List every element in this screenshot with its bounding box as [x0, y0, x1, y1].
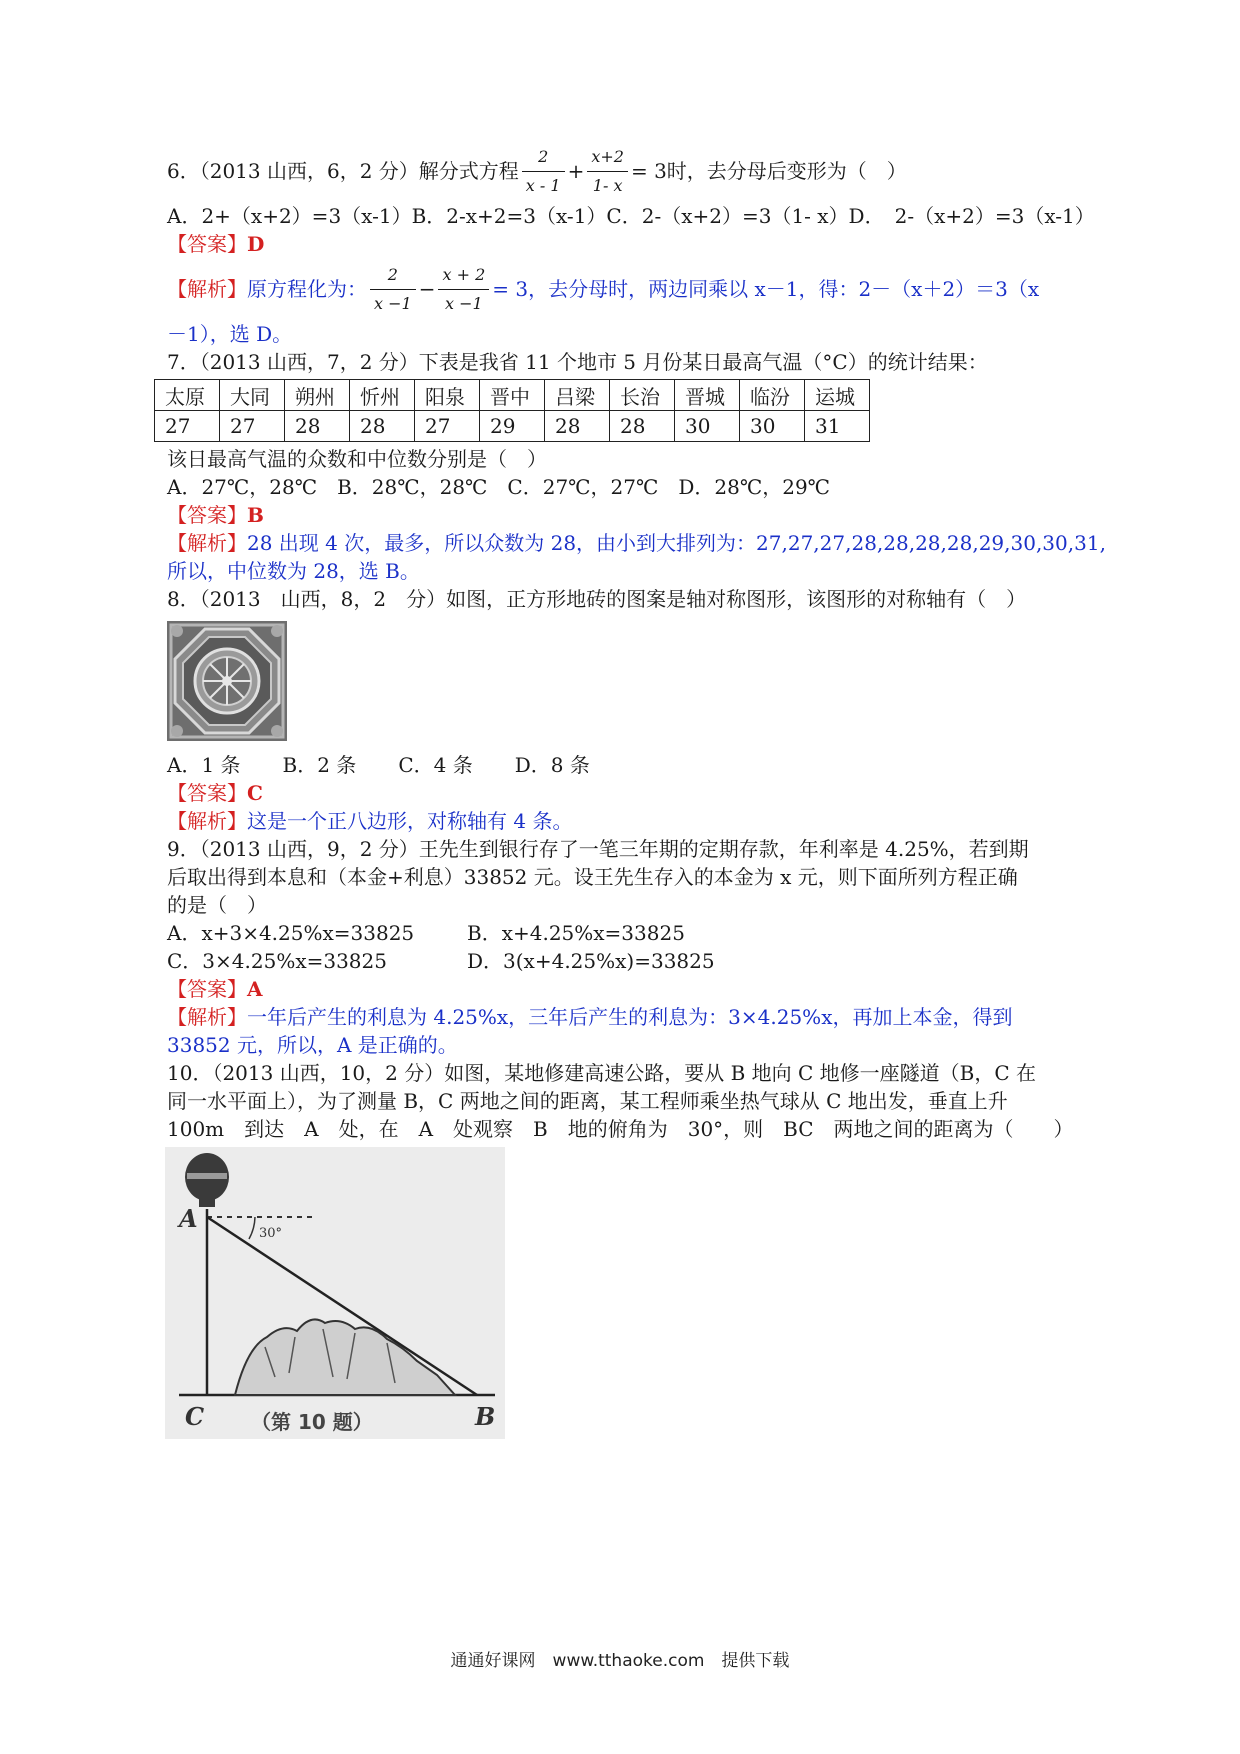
q10-stem-line3: 100m 到达 A 处，在 A 处观察 B 地的俯角为 30°，则 BC 两地之间的距离为（ ）: [167, 1117, 1074, 1141]
city-cell: 大同: [220, 380, 285, 411]
q6-answer: [167, 230, 1087, 258]
page-footer: 通通好课网 www.tthaoke.com 提供下载: [450, 1651, 790, 1671]
q8-expl-text: 这是一个正八边形，对称轴有 4 条。: [247, 809, 573, 833]
temp-cell: 28: [350, 411, 415, 442]
q9-option-d: D．3(x+4.25%x)=33825: [467, 949, 715, 973]
q6-stem-tail: = 3时，去分母后变形为（ ）: [630, 159, 907, 183]
temp-cell: 30: [675, 411, 740, 442]
answer-value: C: [247, 781, 263, 805]
temp-cell: 28: [545, 411, 610, 442]
answer-tag: 【答案】: [167, 781, 247, 805]
city-cell: 吕梁: [545, 380, 610, 411]
q6-frac1-numerator: 2: [522, 143, 565, 172]
q10-stem-line1: 10．（2013 山西，10，2 分）如图，某地修建高速公路，要从 B 地向 C 地修一座隧道（B，C 在: [167, 1061, 1037, 1085]
answer-tag: 【答案】: [167, 503, 247, 527]
q6-expl-frac2-denominator: x −1: [445, 293, 483, 313]
tunnel-balloon-figure: [165, 1147, 505, 1439]
temp-cell: 27: [220, 411, 285, 442]
q6-expl-tail: = 3，去分母时，两边同乘以 x－1，得：2－（x＋2）＝3（x: [492, 277, 1040, 301]
q7-answer: [167, 501, 1087, 529]
q7-explanation: [167, 529, 1106, 557]
label-b: B: [475, 1402, 496, 1431]
q8-options: [167, 751, 1087, 779]
floor-tile-figure: [167, 621, 287, 741]
figure-caption: （第 10 题）: [251, 1410, 373, 1434]
answer-value: A: [247, 977, 263, 1001]
q6-expl-text: 原方程化为：: [247, 277, 367, 301]
q7-temperature-table: [154, 379, 870, 442]
city-cell: 太原: [155, 380, 220, 411]
q7-expl-line1: 28 出现 4 次，最多，所以众数为 28，由小到大排列为：27,27,27,28,28,28,28,29,30,30,31,: [247, 531, 1106, 555]
q6-options: A．2+（x+2）=3（x-1）B．2-x+2=3（x-1）C．2-（x+2）=3（1- x）D． 2-（x+2）=3（x-1）: [167, 204, 1095, 228]
answer-value: D: [247, 232, 265, 256]
q6-expl-line2: －1），选 D。: [167, 322, 293, 346]
temp-cell: 31: [805, 411, 870, 442]
city-cell: 临汾: [740, 380, 805, 411]
label-c: C: [185, 1402, 205, 1431]
q6-minus-sign: −: [418, 277, 436, 301]
q9-answer: [167, 975, 1087, 1003]
q10-stem-line2: 同一水平面上），为了测量 B，C 两地之间的距离，某工程师乘坐热气球从 C 地出发，垂直上升: [167, 1089, 1008, 1113]
city-cell: 阳泉: [415, 380, 480, 411]
q9-expl-line1: 一年后产生的利息为 4.25%x，三年后产生的利息为：3×4.25%x，再加上本金，得到: [247, 1005, 1013, 1029]
q6-expl-frac1-denominator: x −1: [374, 293, 412, 313]
city-cell: 晋中: [480, 380, 545, 411]
answer-value: B: [247, 503, 264, 527]
explanation-tag: 【解析】: [167, 277, 247, 301]
document-page: [165, 140, 1106, 1443]
q6-expl-fraction-1: [370, 261, 416, 318]
angle-label: 30°: [259, 1226, 283, 1241]
q9-stem-line2: 后取出得到本息和（本金+利息）33852 元。设王先生存入的本金为 x 元，则下面所列方程正确: [167, 865, 1018, 889]
temp-cell: 29: [480, 411, 545, 442]
q8-explanation: [167, 807, 1087, 835]
q6-frac2-denominator: 1- x: [592, 175, 623, 195]
q6-fraction-2: [587, 143, 628, 200]
q6-expl-frac2-numerator: x + 2: [438, 261, 489, 290]
q6-stem-text: 6．（2013 山西，6，2 分）解分式方程: [167, 159, 519, 183]
q6-frac1-denominator: x - 1: [525, 175, 561, 195]
q8-answer: [167, 779, 1087, 807]
q7-question: 该日最高气温的众数和中位数分别是（ ）: [167, 447, 547, 471]
q9-options: [167, 919, 1087, 975]
label-a: A: [179, 1204, 198, 1233]
temp-cell: 28: [610, 411, 675, 442]
temp-cell: 28: [285, 411, 350, 442]
q9-option-b: B．x+4.25%x=33825: [467, 921, 685, 945]
city-cell: 朔州: [285, 380, 350, 411]
q9-stem-line3: 的是（ ）: [167, 893, 267, 917]
q6-expl-frac1-numerator: 2: [370, 261, 416, 290]
temp-cell: 30: [740, 411, 805, 442]
q7-city-row: [155, 380, 870, 411]
q8-stem: 8．（2013 山西，8，2 分）如图，正方形地砖的图案是轴对称图形，该图形的对称轴有（ ）: [167, 587, 1027, 611]
answer-tag: 【答案】: [167, 977, 247, 1001]
q7-stem: 7．（2013 山西，7，2 分）下表是我省 11 个地市 5 月份某日最高气温（°C）的统计结果：: [167, 350, 988, 374]
q7-options: A．27℃，28℃ B．28℃，28℃ C．27℃，27℃ D．28℃，29℃: [167, 475, 831, 499]
q6-plus-sign: +: [567, 159, 585, 183]
q9-stem-line1: 9．（2013 山西，9，2 分）王先生到银行存了一笔三年期的定期存款，年利率是 4.25%，若到期: [167, 837, 1029, 861]
explanation-tag: 【解析】: [167, 531, 247, 555]
city-cell: 晋城: [675, 380, 740, 411]
q9-option-c: C．3×4.25%x=33825: [167, 949, 387, 973]
q8-option-b: B．2 条: [282, 753, 357, 777]
q7-expl-line2: 所以，中位数为 28，选 B。: [167, 559, 420, 583]
q9-option-a: A．x+3×4.25%x=33825: [167, 921, 415, 945]
q6-fraction-1: [522, 143, 565, 200]
explanation-tag: 【解析】: [167, 809, 247, 833]
q9-expl-line2: 33852 元，所以，A 是正确的。: [167, 1033, 458, 1057]
city-cell: 忻州: [350, 380, 415, 411]
city-cell: 长治: [610, 380, 675, 411]
temp-cell: 27: [415, 411, 480, 442]
q9-explanation: [167, 1003, 1087, 1031]
q6-expl-fraction-2: [438, 261, 489, 318]
q8-option-d: D．8 条: [514, 753, 590, 777]
q7-temp-row: [155, 411, 870, 442]
q6-explanation: [167, 258, 1087, 320]
answer-tag: 【答案】: [167, 232, 247, 256]
q8-option-a: A．1 条: [167, 753, 241, 777]
q8-option-c: C．4 条: [398, 753, 473, 777]
q6-frac2-numerator: x+2: [587, 143, 628, 172]
q6-stem: [167, 140, 1087, 202]
temp-cell: 27: [155, 411, 220, 442]
explanation-tag: 【解析】: [167, 1005, 247, 1029]
city-cell: 运城: [805, 380, 870, 411]
